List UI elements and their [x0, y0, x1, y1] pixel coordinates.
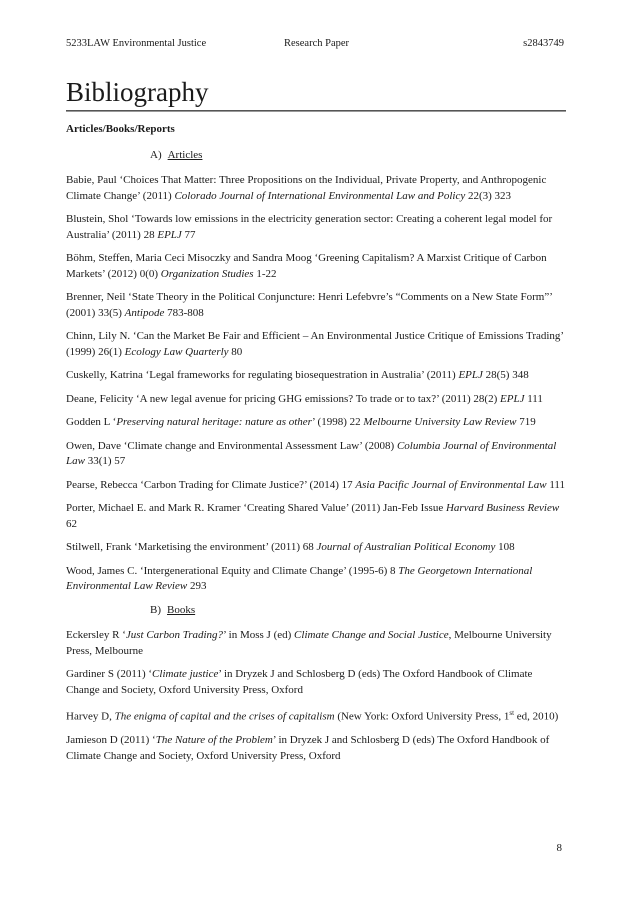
- page-title: Bibliography: [66, 77, 209, 107]
- bibliography-entry: Harvey D, The enigma of capital and the crises of capitalism (New York: Oxford University Press, 1st ed, 2010): [66, 709, 559, 723]
- bibliography-entry: Owen, Dave ‘Climate change and Environmental Assessment Law’ (2008) Columbia Journal of Environmental Law 33(1) 57: [66, 439, 557, 467]
- page-header: [66, 38, 564, 52]
- header-student-id: s2843749: [523, 38, 564, 49]
- bibliography-content: [66, 122, 568, 772]
- bibliography-entry: Böhm, Steffen, Maria Ceci Misoczky and Sandra Moog ‘Greening Capitalism? A Marxist Critique of Carbon Markets’ (2012) 0(0) Organization Studies 1-22: [66, 252, 547, 280]
- bibliography-subheading: Articles/Books/Reports: [66, 123, 175, 135]
- bibliography-entry: Brenner, Neil ‘State Theory in the Political Conjuncture: Henri Lefebvre’s “Comments on a New State Form”’ (2001) 33(5) Antipode 783-808: [66, 291, 553, 319]
- bibliography-entry: Porter, Michael E. and Mark R. Kramer ‘Creating Shared Value’ (2011) Jan-Feb Issue Harvard Business Review 62: [66, 502, 560, 530]
- page-number: 8: [556, 842, 562, 854]
- section-heading-articles: A) Articles: [150, 148, 203, 161]
- section-heading-books: B) Books: [150, 603, 196, 616]
- bibliography-entry: Chinn, Lily N. ‘Can the Market Be Fair and Efficient – An Environmental Justice Critique of Emissions Trading’ (1999) 26(1) Ecology Law Quarterly 80: [66, 330, 564, 358]
- books-list: [66, 628, 568, 764]
- articles-list: [66, 173, 568, 595]
- bibliography-entry: Gardiner S (2011) ‘Climate justice’ in Dryzek J and Schlosberg D (eds) The Oxford Handbook of Climate Change and Society, Oxford University Press, Oxford: [66, 668, 533, 696]
- bibliography-entry: Pearse, Rebecca ‘Carbon Trading for Climate Justice?’ (2014) 17 Asia Pacific Journal of Environmental Law 111: [66, 478, 565, 491]
- header-course: 5233LAW Environmental Justice: [66, 38, 207, 49]
- bibliography-entry: Cuskelly, Katrina ‘Legal frameworks for regulating biosequestration in Australia’ (2011) EPLJ 28(5) 348: [66, 369, 529, 381]
- bibliography-entry: Wood, James C. ‘Intergenerational Equity and Climate Change’ (1995-6) 8 The Georgetown International Environmental Law Review 293: [66, 564, 533, 592]
- bibliography-entry: Babie, Paul ‘Choices That Matter: Three Propositions on the Individual, Private Property, and Anthropogenic Climate Change’ (2011) Colorado Journal of International Environmental Law and Policy 22(3) 323: [66, 174, 547, 202]
- bibliography-entry: Jamieson D (2011) ‘The Nature of the Problem’ in Dryzek J and Schlosberg D (eds) The Oxford Handbook of Climate Change and Society, Oxford University Press, Oxford: [66, 734, 550, 762]
- bibliography-entry: Blustein, Shol ‘Towards low emissions in the electricity generation sector: Creating a coherent legal model for Australia’ (2011) 28 EPLJ 77: [66, 213, 553, 241]
- header-doc-type: Research Paper: [284, 38, 350, 49]
- bibliography-entry: Godden L ‘Preserving natural heritage: nature as other’ (1998) 22 Melbourne University Law Review 719: [66, 416, 536, 428]
- bibliography-entry: Stilwell, Frank ‘Marketising the environment’ (2011) 68 Journal of Australian Political Economy 108: [66, 541, 515, 553]
- title-divider: [66, 110, 566, 112]
- bibliography-entry: Eckersley R ‘Just Carbon Trading?’ in Moss J (ed) Climate Change and Social Justice, Melbourne University Press, Melbourne: [66, 629, 552, 657]
- bibliography-entry: Deane, Felicity ‘A new legal avenue for pricing GHG emissions? To trade or to tax?’ (2011) 28(2) EPLJ 111: [66, 392, 543, 405]
